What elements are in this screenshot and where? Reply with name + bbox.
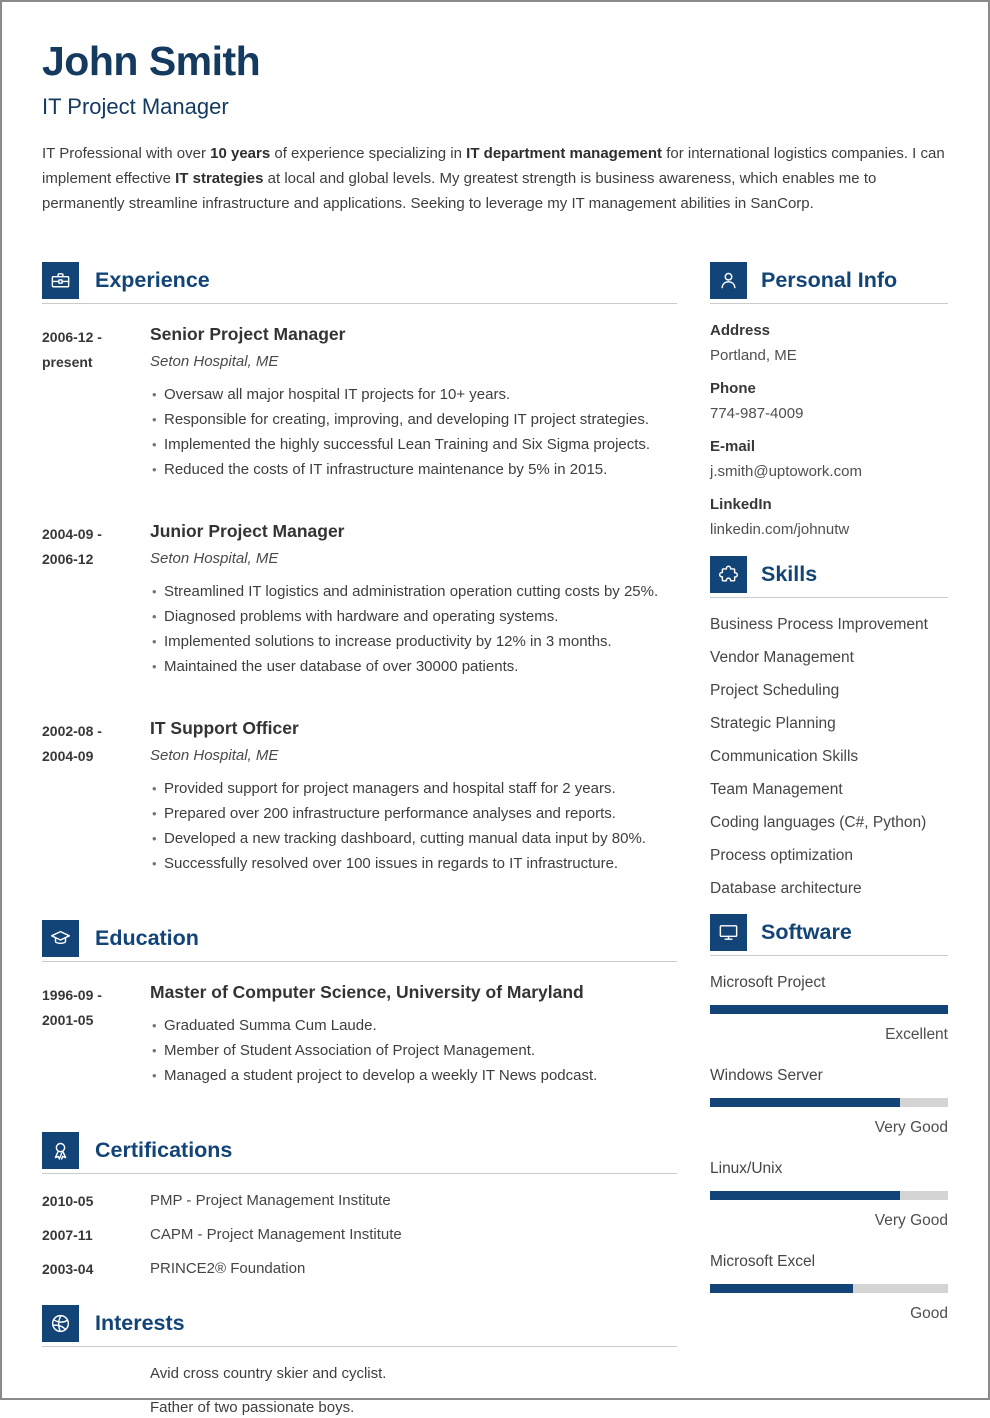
education-entry — [42, 981, 677, 1088]
entry-date-from: 2006-12 - — [42, 329, 102, 345]
monitor-icon — [710, 914, 747, 951]
bullet-item: • Diagnosed problems with hardware and operating systems. — [150, 604, 677, 629]
entry-dates — [42, 981, 150, 1088]
section-software — [710, 914, 948, 1323]
section-heading-personal-info — [710, 262, 948, 304]
entry-date-from: 2004-09 - — [42, 526, 102, 542]
software-name: Microsoft Excel — [710, 1253, 816, 1270]
certification-row — [42, 1225, 677, 1245]
section-heading-interests — [42, 1305, 677, 1347]
certification-row — [42, 1259, 677, 1279]
skill-item: Process optimization — [710, 847, 854, 864]
section-title: Interests — [95, 1311, 185, 1335]
entry-title: Junior Project Manager — [150, 521, 345, 541]
entry-date-to: 2004-09 — [42, 748, 94, 764]
resume-header — [42, 2, 948, 216]
experience-entry — [42, 520, 677, 679]
bullet-item: • Successfully resolved over 100 issues in regards to IT infrastructure. — [150, 851, 677, 876]
education-entries — [42, 981, 677, 1088]
section-interests — [42, 1305, 677, 1418]
person-icon — [710, 262, 747, 299]
bullet-item: • Responsible for creating, improving, and developing IT project strategies. — [150, 407, 677, 432]
experience-entry — [42, 323, 677, 482]
section-education — [42, 920, 677, 1088]
certification-date: 2003-04 — [42, 1261, 94, 1277]
software-level-label: Good — [910, 1305, 948, 1322]
field-label: Phone — [710, 380, 756, 397]
field-label: Address — [710, 322, 771, 339]
entry-date-to: 2006-12 — [42, 551, 94, 567]
bullet-item: • Managed a student project to develop a weekly IT News podcast. — [150, 1063, 677, 1088]
personal-info-field — [710, 321, 948, 366]
section-heading-experience — [42, 262, 677, 304]
summary-text: IT Professional with over 10 years of experience specializing in IT department management for international logistics companies. I can implement effective IT strategies at local and global levels. My greatest strength is business awareness, which enables me to permanently streamline infrastructure and applications. Seeking to leverage my IT management abilities in SanCorp. — [42, 145, 945, 212]
entry-body — [150, 323, 677, 482]
software-level-fill — [710, 1191, 900, 1200]
skill-item: Vendor Management — [710, 649, 854, 666]
skill-item: Communication Skills — [710, 748, 859, 765]
bullet-item: • Implemented solutions to increase productivity by 12% in 3 months. — [150, 629, 677, 654]
software-name: Linux/Unix — [710, 1160, 783, 1177]
software-name: Microsoft Project — [710, 974, 826, 991]
page-title: John Smith — [42, 38, 261, 84]
briefcase-icon — [42, 262, 79, 299]
software-level-fill — [710, 1098, 900, 1107]
software-level-bar — [710, 1005, 948, 1014]
entry-date-from: 1996-09 - — [42, 987, 102, 1003]
field-label: E-mail — [710, 438, 756, 455]
field-value: j.smith@uptowork.com — [710, 463, 862, 480]
bullet-item: • Graduated Summa Cum Laude. — [150, 1013, 677, 1038]
entry-title: IT Support Officer — [150, 718, 299, 738]
ball-icon — [42, 1305, 79, 1342]
bullet-item: • Developed a new tracking dashboard, cutting manual data input by 80%. — [150, 826, 677, 851]
certification-rows — [42, 1191, 677, 1279]
software-level-fill — [710, 1005, 948, 1014]
software-level-bar — [710, 1284, 948, 1293]
bullet-item: • Member of Student Association of Project Management. — [150, 1038, 677, 1063]
section-skills — [710, 556, 948, 898]
section-title: Certifications — [95, 1138, 233, 1162]
bullet-item: • Streamlined IT logistics and administration operation cutting costs by 25%. — [150, 579, 677, 604]
section-heading-skills — [710, 556, 948, 598]
award-ribbon-icon — [42, 1132, 79, 1169]
section-heading-education — [42, 920, 677, 962]
personal-info-fields — [710, 321, 948, 540]
interest-item: Avid cross country skier and cyclist. — [150, 1365, 387, 1382]
personal-info-field — [710, 495, 948, 540]
entry-bullets — [150, 776, 677, 876]
entry-title: Senior Project Manager — [150, 324, 346, 344]
skill-item: Database architecture — [710, 880, 862, 897]
skill-item: Business Process Improvement — [710, 616, 928, 633]
section-heading-software — [710, 914, 948, 956]
bullet-item: • Maintained the user database of over 30000 patients. — [150, 654, 677, 679]
bullet-item: • Oversaw all major hospital IT projects for 10+ years. — [150, 382, 677, 407]
software-item — [710, 1159, 948, 1230]
skill-list — [710, 615, 948, 898]
certification-date: 2007-11 — [42, 1227, 93, 1243]
puzzle-icon — [710, 556, 747, 593]
entry-body — [150, 520, 677, 679]
main-column — [42, 262, 677, 1418]
bullet-item: • Prepared over 200 infrastructure performance analyses and reports. — [150, 801, 677, 826]
software-level-label: Very Good — [874, 1119, 948, 1136]
certification-name: PRINCE2® Foundation — [150, 1260, 306, 1277]
experience-entry — [42, 717, 677, 876]
section-title: Personal Info — [761, 268, 898, 292]
graduation-cap-icon — [42, 920, 79, 957]
entry-company: Seton Hospital, ME — [150, 353, 279, 370]
software-level-bar — [710, 1191, 948, 1200]
software-item — [710, 1252, 948, 1323]
skill-item: Strategic Planning — [710, 715, 836, 732]
entry-bullets — [150, 1013, 677, 1088]
skill-item: Team Management — [710, 781, 843, 798]
entry-body — [150, 981, 677, 1088]
entry-date-from: 2002-08 - — [42, 723, 102, 739]
software-level-label: Very Good — [874, 1212, 948, 1229]
section-title: Education — [95, 926, 199, 950]
skill-item: Coding languages (C#, Python) — [710, 814, 927, 831]
software-level-fill — [710, 1284, 853, 1293]
certification-name: CAPM - Project Management Institute — [150, 1226, 402, 1243]
entry-body — [150, 717, 677, 876]
personal-info-field — [710, 437, 948, 482]
entry-company: Seton Hospital, ME — [150, 550, 279, 567]
field-label: LinkedIn — [710, 496, 772, 513]
bullet-item: • Reduced the costs of IT infrastructure maintenance by 5% in 2015. — [150, 457, 677, 482]
field-value: 774-987-4009 — [710, 405, 804, 422]
personal-info-field — [710, 379, 948, 424]
certification-row — [42, 1191, 677, 1211]
entry-company: Seton Hospital, ME — [150, 747, 279, 764]
section-heading-certifications — [42, 1132, 677, 1174]
section-experience — [42, 262, 677, 876]
entry-bullets — [150, 579, 677, 679]
certification-date: 2010-05 — [42, 1193, 94, 1209]
skill-item: Project Scheduling — [710, 682, 840, 699]
experience-entries — [42, 323, 677, 876]
software-level-bar — [710, 1098, 948, 1107]
section-title: Experience — [95, 268, 210, 292]
software-level-label: Excellent — [885, 1026, 948, 1043]
entry-dates — [42, 520, 150, 679]
field-value: Portland, ME — [710, 347, 797, 364]
entry-dates — [42, 717, 150, 876]
field-value: linkedin.com/johnutw — [710, 521, 850, 538]
certification-name: PMP - Project Management Institute — [150, 1192, 391, 1209]
columns — [42, 262, 948, 1418]
entry-dates — [42, 323, 150, 482]
interest-items — [42, 1364, 677, 1418]
software-name: Windows Server — [710, 1067, 823, 1084]
software-item — [710, 1066, 948, 1137]
interest-item: Father of two passionate boys. — [150, 1399, 355, 1416]
bullet-item: • Implemented the highly successful Lean Training and Six Sigma projects. — [150, 432, 677, 457]
software-item — [710, 973, 948, 1044]
section-title: Skills — [761, 562, 818, 586]
section-personal-info — [710, 262, 948, 540]
section-title: Software — [761, 920, 852, 944]
section-certifications — [42, 1132, 677, 1279]
job-title: IT Project Manager — [42, 94, 229, 119]
side-column — [710, 262, 948, 1418]
entry-title: Master of Computer Science, University of Maryland — [150, 982, 584, 1002]
entry-date-to: 2001-05 — [42, 1012, 94, 1028]
bullet-item: • Provided support for project managers and hospital staff for 2 years. — [150, 776, 677, 801]
entry-date-to: present — [42, 354, 93, 370]
entry-bullets — [150, 382, 677, 482]
software-items — [710, 973, 948, 1323]
